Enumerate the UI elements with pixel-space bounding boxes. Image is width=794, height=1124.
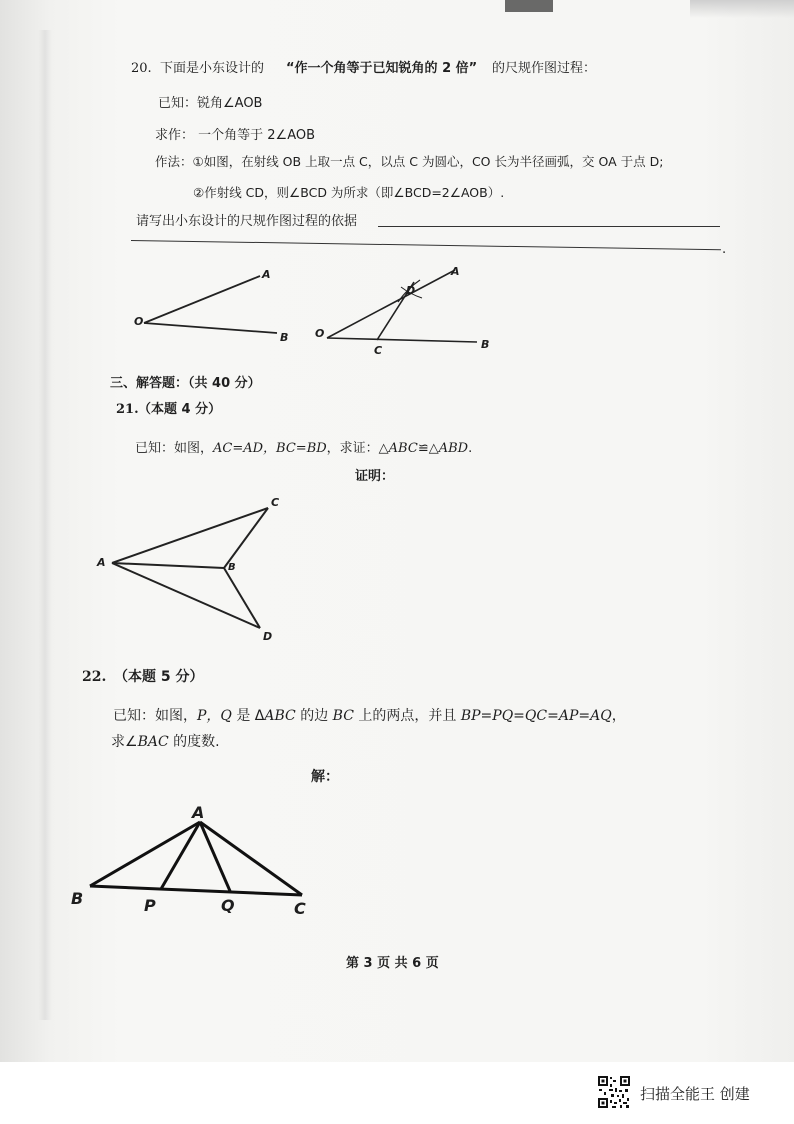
paper-fold-shadow bbox=[38, 30, 52, 1020]
label-b: B bbox=[71, 889, 84, 908]
label-o: O bbox=[315, 327, 325, 340]
q22-line1-eq: BP=PQ=QC=AP=AQ bbox=[460, 708, 612, 724]
label-c: C bbox=[271, 496, 280, 509]
q20-method-step1: 作法：①如图，在射线 OB 上取一点 C，以点 C 为圆心，CO 长为半径画弧，交 OA 于点 D; bbox=[155, 154, 664, 169]
segment-ad bbox=[112, 563, 260, 628]
q22-line1-bc: BC bbox=[332, 708, 354, 724]
segment-ab bbox=[90, 822, 200, 886]
q21-given bbox=[135, 441, 472, 457]
ray-oa bbox=[327, 270, 455, 338]
q21-figure bbox=[92, 492, 292, 647]
q21-proof-label: 证明： bbox=[355, 469, 395, 484]
q21-number: 21. bbox=[116, 402, 139, 417]
label-q: Q bbox=[221, 896, 235, 915]
segment-ab bbox=[112, 563, 224, 568]
label-o: O bbox=[134, 315, 144, 328]
segment-bd bbox=[224, 568, 260, 628]
label-a: A bbox=[192, 803, 205, 822]
q22-score: （本题 5 分） bbox=[114, 669, 204, 685]
q20-figure-construction bbox=[310, 262, 500, 362]
q22-line1-mid2: 的边 bbox=[295, 708, 333, 724]
segment-bc bbox=[224, 508, 268, 568]
q20-figure-angle-aob bbox=[125, 262, 305, 352]
q21-score: （本题 4 分） bbox=[138, 402, 222, 417]
q22-line1-mid: 是 Δ bbox=[231, 708, 265, 724]
label-b: B bbox=[481, 338, 490, 351]
q22-line2-bac: BAC bbox=[137, 734, 169, 750]
q22-figure bbox=[66, 800, 326, 920]
q20-intro-quote: “作一个角等于已知锐角的 2 倍” bbox=[286, 61, 478, 76]
q20-ask-end: . bbox=[722, 242, 727, 257]
q21-given-cong: ≌△ bbox=[417, 441, 439, 456]
label-p: P bbox=[144, 896, 156, 915]
segment-ac bbox=[112, 508, 268, 563]
scan-artifact-corner bbox=[690, 0, 794, 18]
q20-intro-pre: 下面是小东设计的 bbox=[160, 61, 265, 76]
label-b: B bbox=[228, 562, 236, 573]
q22-line1-mid3: 上的两点，并且 bbox=[353, 708, 461, 724]
q22-solve-label: 解： bbox=[311, 769, 339, 785]
ray-oa bbox=[144, 276, 260, 323]
label-c: C bbox=[374, 344, 383, 357]
q22-given bbox=[113, 708, 626, 724]
q21-given-abd: ABD bbox=[438, 441, 469, 456]
label-a: A bbox=[97, 556, 106, 569]
q22-line1-abc: ABC bbox=[264, 708, 296, 724]
q20-intro-post: 的尺规作图过程： bbox=[492, 61, 597, 76]
q20-number: 20. bbox=[131, 61, 152, 76]
scan-artifact bbox=[505, 0, 553, 12]
q21-given-mid: ，求证：△ bbox=[326, 441, 389, 456]
label-d: D bbox=[406, 284, 416, 297]
label-c: C bbox=[294, 899, 306, 918]
q22-line1-pq: P，Q bbox=[197, 708, 232, 724]
q22-ask bbox=[111, 734, 220, 750]
q20-answer-blank-1 bbox=[378, 226, 720, 227]
q20-find: 求作： 一个角等于 2∠AOB bbox=[155, 128, 316, 143]
q21-given-pre: 已知：如图， bbox=[135, 441, 214, 456]
segment-bc bbox=[90, 886, 302, 895]
q20-known: 已知：锐角∠AOB bbox=[158, 96, 263, 111]
scanner-watermark: 扫描全能王 创建 bbox=[640, 1085, 750, 1103]
qr-code-icon bbox=[597, 1075, 631, 1109]
q21-given-end: . bbox=[468, 441, 473, 456]
q21-given-math: AC=AD，BC=BD bbox=[213, 441, 327, 456]
q22-line2-post: 的度数. bbox=[168, 734, 220, 750]
q20-method-step2: ②作射线 CD，则∠BCD 为所求（即∠BCD=2∠AOB）. bbox=[193, 185, 505, 200]
section3-title: 三、解答题：（共 40 分） bbox=[110, 376, 261, 391]
label-b: B bbox=[280, 331, 289, 344]
ray-ob bbox=[327, 338, 477, 342]
q21-given-abc: ABC bbox=[388, 441, 418, 456]
q22-line2-pre: 求∠ bbox=[111, 734, 138, 750]
q22-line1-pre: 已知：如图， bbox=[113, 708, 197, 724]
ray-ob bbox=[144, 323, 277, 333]
label-a: A bbox=[262, 268, 271, 281]
q22-number: 22. bbox=[82, 669, 107, 685]
q22-line1-end: ， bbox=[611, 708, 626, 724]
page-number: 第 3 页 共 6 页 bbox=[346, 956, 439, 971]
label-a: A bbox=[451, 265, 460, 278]
label-d: D bbox=[263, 630, 273, 643]
q20-ask: 请写出小东设计的尺规作图过程的依据 bbox=[136, 214, 358, 229]
